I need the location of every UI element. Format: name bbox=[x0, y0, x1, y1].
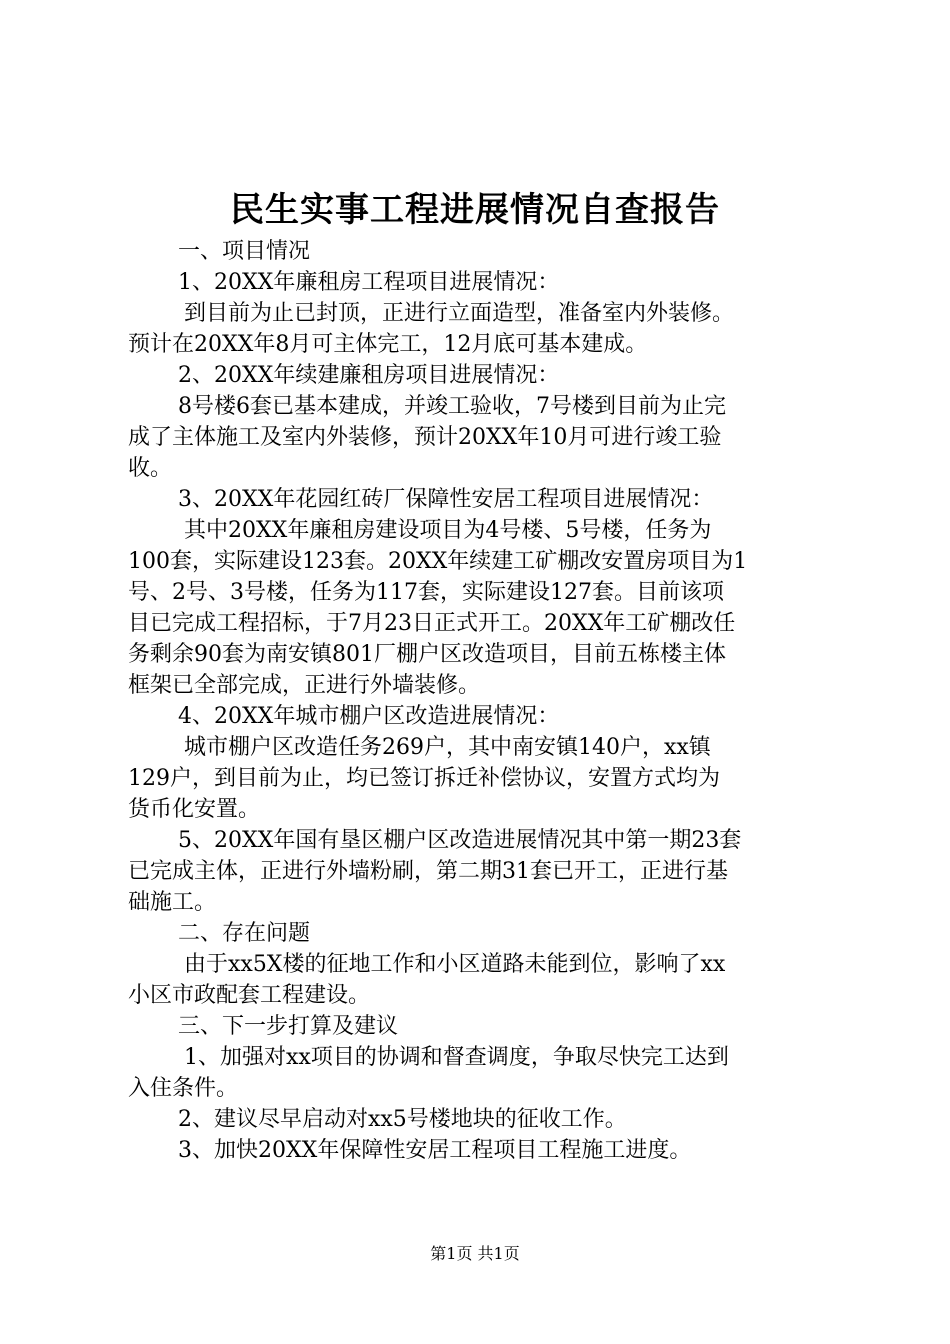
section-heading: 一、项目情况 bbox=[178, 239, 311, 264]
section-heading: 三、下一步打算及建议 bbox=[178, 1014, 399, 1039]
section-heading: 二、存在问题 bbox=[178, 921, 311, 946]
paragraph-line: 目已完成工程招标，于7月23日正式开工。20XX年工矿棚改任 bbox=[128, 611, 736, 636]
paragraph-line: 已完成主体，正进行外墙粉刷，第二期31套已开工，正进行基 bbox=[128, 859, 728, 884]
document-body bbox=[128, 236, 832, 1166]
paragraph-line: 收。 bbox=[128, 456, 173, 481]
paragraph-line: 3、加快20XX年保障性安居工程项目工程施工进度。 bbox=[178, 1138, 692, 1163]
paragraph-line: 务剩余90套为南安镇801厂棚户区改造项目，目前五栋楼主体 bbox=[128, 642, 726, 667]
paragraph-line: 成了主体施工及室内外装修，预计20XX年10月可进行竣工验 bbox=[128, 425, 722, 450]
paragraph-line: 2、建议尽早启动对xx5号楼地块的征收工作。 bbox=[178, 1107, 627, 1132]
paragraph-line: 129户，到目前为止，均已签订拆迁补偿协议，安置方式均为 bbox=[128, 766, 720, 791]
paragraph-line: 货币化安置。 bbox=[128, 797, 261, 822]
paragraph-line: 预计在20XX年8月可主体完工，12月底可基本建成。 bbox=[128, 332, 648, 357]
paragraph-line: 5、20XX年国有垦区棚户区改造进展情况其中第一期23套 bbox=[178, 828, 742, 853]
paragraph-line: 到目前为止已封顶，正进行立面造型，准备室内外装修。 bbox=[184, 301, 735, 326]
page-footer: 第1页 共1页 bbox=[430, 1244, 520, 1263]
paragraph-line: 8号楼6套已基本建成，并竣工验收，7号楼到目前为止完 bbox=[178, 394, 726, 419]
paragraph-line: 号、2号、3号楼，任务为117套，实际建设127套。目前该项 bbox=[128, 580, 724, 605]
item-heading: 4、20XX年城市棚户区改造进展情况： bbox=[178, 704, 560, 729]
paragraph-line: 100套，实际建设123套。20XX年续建工矿棚改安置房项目为1 bbox=[128, 549, 748, 574]
paragraph-line: 由于xx5X楼的征地工作和小区道路未能到位，影响了xx bbox=[184, 952, 726, 977]
paragraph-line: 城市棚户区改造任务269户，其中南安镇140户，xx镇 bbox=[184, 735, 711, 760]
paragraph-line: 小区市政配套工程建设。 bbox=[128, 983, 371, 1008]
paragraph-line: 础施工。 bbox=[128, 890, 217, 915]
item-heading: 1、20XX年廉租房工程项目进展情况： bbox=[178, 270, 560, 295]
paragraph-line: 框架已全部完成，正进行外墙装修。 bbox=[128, 673, 481, 698]
document-title: 民生实事工程进展情况自查报告 bbox=[230, 190, 720, 230]
item-heading: 3、20XX年花园红砖厂保障性安居工程项目进展情况： bbox=[178, 487, 714, 512]
paragraph-line: 1、加强对xx项目的协调和督查调度，争取尽快完工达到 bbox=[184, 1045, 729, 1070]
item-heading: 2、20XX年续建廉租房项目进展情况： bbox=[178, 363, 560, 388]
paragraph-line: 其中20XX年廉租房建设项目为4号楼、5号楼，任务为 bbox=[184, 518, 712, 543]
paragraph-line: 入住条件。 bbox=[128, 1076, 239, 1101]
